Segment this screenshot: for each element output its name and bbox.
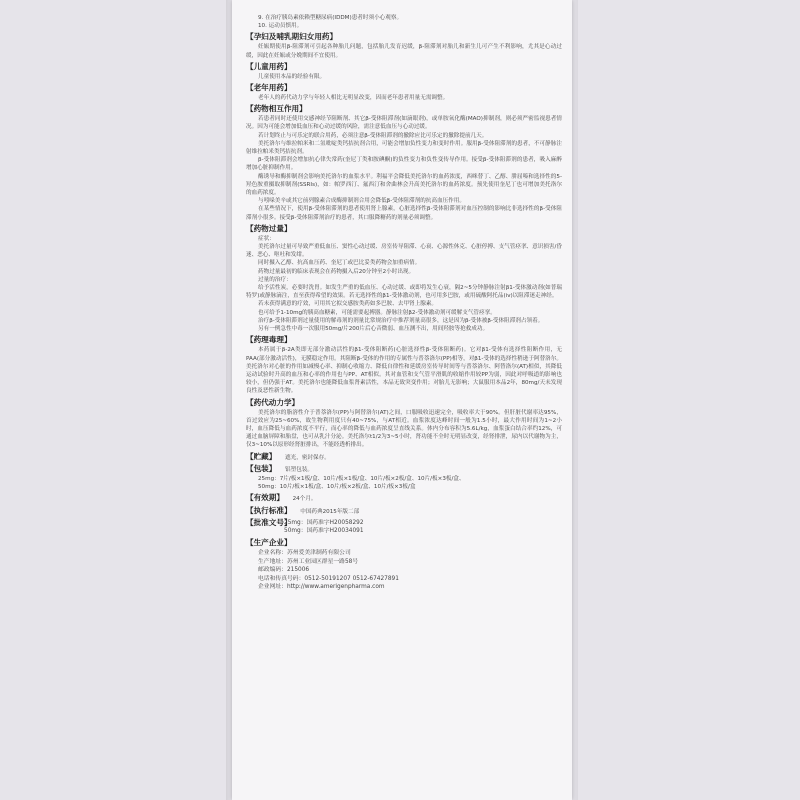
section-title-packaging <box>246 464 562 474</box>
packaging-row: 25mg：7片/板×1板/盒、10片/板×1板/盒、10片/板×2板/盒、10片/板×3板/盒、 <box>258 475 465 482</box>
pharmacology-text: 本药属于β-2A类即无部分激动活性的β1-受体阻断药(心脏选择性β-受体阻断药)。它对β1-受体有选择性阻断作用，无PAA(部分激动活性)，无膜稳定作用。其阻断β-受体的作用的专属性与普萘洛尔(PP)相等，对β1-受体的选择性稍逊于阿替洛尔。美托洛尔对心脏的作用如减慢心率、抑制心收缩力、降低自律性和延缓房室传导时间等与普萘洛尔、阿替洛尔(AT)相似，其降低运动试验时升高的血压和心率的作用也与PP、AT相似。其对血管和支气管平滑肌的收缩作用较PP为弱，因此对呼吸道的影响也较小，但仍强于AT。美托洛尔也能降低血浆肾素活性，本品无致突变作用；对胎儿无影响；大鼠服用本品2年，80mg/天未发现良性及恶性新生物。 <box>246 347 562 395</box>
validity-title: 【有效期】 <box>246 493 284 503</box>
interactions-para: 若计划终止与可乐定的联合用药，必须注意β-受体阻滞剂的撤除应比可乐定的撤除提前几天。 <box>258 132 488 139</box>
precaution-item-10: 10. 运动员慎用。 <box>258 23 303 30</box>
interactions-para: 酶诱导和酶抑制剂会影响美托洛尔的血浆水平。利福平会降低美托洛尔的血药浓度，西咪替丁、乙醇、肼屈嗪和选择性的5-羟色胺重摄取抑制剂(SSRIs)，如：帕罗西汀、氟西汀和舍曲林会升高美托洛尔的血药浓度。预先使用奎尼丁也可增加美托洛尔的血药浓度。 <box>246 173 562 197</box>
drug-leaflet <box>232 0 572 800</box>
children-text: 儿童使用本品的经验有限。 <box>258 73 326 80</box>
packaging-row: 50mg：10片/板×1板/盒、10片/板×2板/盒、10片/板×3板/盒 <box>258 484 416 491</box>
section-title-pharmacology: 【药理毒理】 <box>246 335 292 345</box>
section-title-children: 【儿童用药】 <box>246 61 292 71</box>
interactions-para: 与吲哚美辛或其它前列腺素合成酶抑制剂合用会降低β-受体阻滞剂的抗高血压作用。 <box>258 198 465 205</box>
standard-text: 中国药典2015年版二部 <box>300 508 360 515</box>
manufacturer-row: 邮政编码：215006 <box>258 567 310 574</box>
overdose-para: 治疗β-受体阻滞剂过量使用的解毒剂的剂量比常规治疗中推荐剂量高很多，这是因为β-受体被β-受体阻滞剂占领着。 <box>258 317 544 324</box>
approval-row: 25mg：国药准字H20058292 <box>284 519 364 526</box>
overdose-para: 过量的治疗： <box>258 276 292 283</box>
manufacturer-row: 企业名称：苏州爱美津制药有限公司 <box>258 549 351 556</box>
section-title-pregnancy: 【孕妇及哺乳期妇女用药】 <box>246 32 338 42</box>
manufacturer-row: 企业网址：http://www.amerigenpharma.com <box>258 584 385 591</box>
overdose-para: 药物过量最初的临床表现会在药物摄入后20分钟至2小时出现。 <box>258 268 415 275</box>
section-title-elderly: 【老年用药】 <box>246 83 292 93</box>
section-title-standard <box>246 506 562 516</box>
elderly-text: 老年人的药代动力学与年轻人相比无明显改变，因而老年患者用量无需调整。 <box>258 95 449 102</box>
section-title-pharmacokinetics: 【药代动力学】 <box>246 397 300 407</box>
overdose-para: 同时摄入乙醇、抗高血压药、奎尼丁或巴比妥类药物会加重病情。 <box>258 260 421 267</box>
overdose-para: 给予活性炭，必要时洗胃。如发生严重的低血压、心动过缓、或即将发生心衰，隔2~5分钟静脉注射β1-受体激动剂(如普瑞特罗)或静脉滴注，直至获得希望的效果。若无选择性的β1-受体激动剂，也可用多巴胺，或用硫酸阿托品(iv)以阻滞迷走神经。 <box>246 285 562 300</box>
pregnancy-text: 妊娠期使用β-阻滞剂可引起各种胎儿问题，包括胎儿发育迟缓，β-阻滞剂对胎儿和新生儿可产生不利影响，尤其是心动过缓，因此在妊娠或分娩期间不宜使用。 <box>246 44 562 59</box>
overdose-para: 也可给予1-10mg的胰高血糖素，可能需要起搏器。静脉注射β2-受体激动剂可缓解支气管痉挛。 <box>258 309 496 316</box>
overdose-para: 美托洛尔过量可导致严重低血压、窦性心动过缓、房室传导阻滞、心衰、心源性休克、心脏停搏、支气管痉挛、意识损害/昏迷、恶心、呕吐和发绀。 <box>246 244 562 259</box>
validity-text: 24个月。 <box>292 496 317 503</box>
standard-title: 【执行标准】 <box>246 505 292 515</box>
interactions-para: 若患者同时还使用交感神经节阻断剂、其它β-受体阻滞剂(如滴眼剂)，或单胺氧化酶(MAO)抑制剂，则必须严密监视患者情况。因为可能会增加低血压和心动过缓的风险，需注意低血压与心动过缓。 <box>246 116 562 131</box>
storage-text: 遮光，密封保存。 <box>285 454 330 461</box>
page-right-edge <box>572 0 578 800</box>
storage-title: 【贮藏】 <box>246 451 277 461</box>
manufacturer-row: 生产地址：苏州工业园区群星一路58号 <box>258 558 359 565</box>
section-title-overdose: 【药物过量】 <box>246 223 292 233</box>
overdose-para: 另有一例急性中毒一次服用50mg/片200片后心音微弱、血压测不出，用间羟胺等抢救成功。 <box>258 326 489 333</box>
section-title-manufacturer: 【生产企业】 <box>246 537 292 547</box>
section-title-validity <box>246 493 562 503</box>
section-title-storage <box>246 452 562 462</box>
interactions-para: 美托洛尔与维拉帕米和二氢吡啶类钙拮抗剂合用，可能会增加负性变力和变时作用。服用β-受体阻滞剂的患者，不可静脉注射维拉帕米类钙拮抗剂。 <box>246 140 562 156</box>
precaution-item-9: 9. 在治疗胰岛素依赖型糖尿病(IDDM)患者时须小心观察。 <box>258 15 403 21</box>
section-title-interactions: 【药物相互作用】 <box>246 104 307 114</box>
pharmacokinetics-text: 美托洛尔的脂溶性介于普萘洛尔(PP)与阿替洛尔(AT)之间，口服吸收迅速完全，吸收率大于90%。但肝脏代谢率达95%，首过效应为25~60%，故生物利用度只有40~75%，与AT相近。血浆浓度达峰时间一般为1.5小时，最大作用时间为1~2小时，血压降低与血药浓度不平行，而心率的降低与血药浓度呈直线关系。体内分布容积为5.6L/kg，血浆蛋白结合率约12%，可通过血脑屏障和胎盘，也可从乳汁分泌。美托洛尔t1/2为3~5小时，肾功能不全时无明显改变，经肾排泄，尿内以代谢物为主，仅3~10%以原形经肾脏排出，不能经透析排出。 <box>246 409 562 449</box>
interactions-para: 在某些情况下，使用β-受体阻滞剂的患者使用肾上腺素，心脏选择性β-受体阻滞剂对血压控制的影响比非选择性的β-受体阻滞剂小很多。接受β-受体阻滞剂治疗的患者，其口服降糖药的剂量必须调整。 <box>246 206 562 221</box>
manufacturer-row: 电话和传真号码：0512-50191207 0512-67427891 <box>258 575 399 582</box>
approval-row: 50mg：国药准字H20034091 <box>284 528 364 535</box>
packaging-text: 铝塑包装。 <box>285 466 314 473</box>
section-title-approval: 【批准文号】 <box>246 517 292 527</box>
overdose-para: 若未获得满意的疗效，可用其它拟交感胺类药如多巴胺、去甲肾上腺素。 <box>258 301 438 308</box>
interactions-para: β-受体阻滞剂会增加抗心律失常药(奎尼丁类和胺碘酮)的负性变力和负性变传导作用。接受β-受体阻滞剂的患者，吸入麻醉增加心脏抑制作用。 <box>246 157 562 172</box>
packaging-title: 【包装】 <box>246 463 277 473</box>
overdose-para: 症状： <box>258 235 275 242</box>
